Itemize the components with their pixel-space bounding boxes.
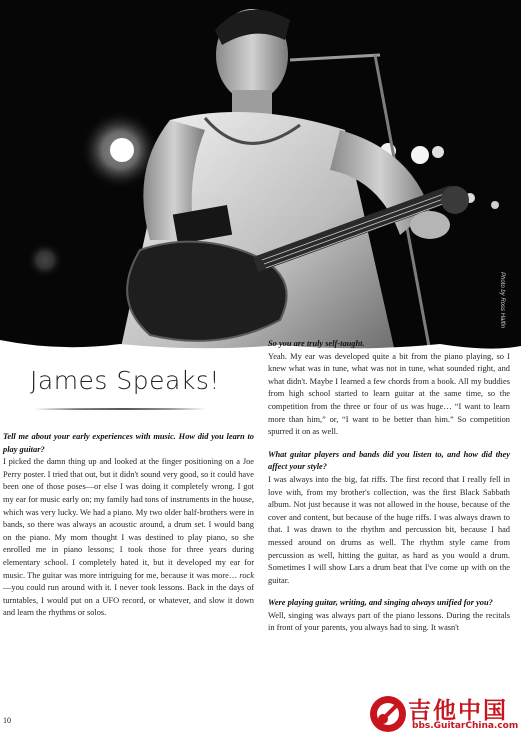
performer-illustration (0, 0, 521, 352)
answer-emphasis: rock (239, 570, 254, 580)
page-number: 10 (3, 716, 11, 725)
question-self-taught: So you are truly self-taught. (268, 339, 365, 348)
answer-text: —you could run around with it. I never took lessons. Back in the days of turntables, I would put on a UFO record, or whatever, and slow it down and learn the rhythms or solos. (3, 583, 254, 618)
answer-influences: I was always into the big, fat riffs. The first record that I really fell in love with, from my brother's collection, was the first Black Sabbath album. Not just because it was not allowed in the house, because of the cover and content, but because of the huge riffs. I was always drawn to that. I was drawn to the rhythm and percussion bit, because I had messed around on drums as well. The rhythm style came from percussion as well, hitting the guitar, as hard as you would a drum. Sometimes I will show Lars a drum beat that I've come up with on the guitar. (268, 474, 510, 585)
left-column (3, 431, 254, 620)
watermark-chinese: 吉他中国 (408, 698, 508, 724)
answer-unified: Well, singing was always part of the piano lessons. During the recitals in front of your parents, you always had to sing. It wasn't (268, 610, 510, 633)
right-column (268, 338, 510, 635)
question-early-experiences: Tell me about your early experiences with music. How did you learn to play guitar? (3, 432, 254, 454)
answer-early-experiences (3, 456, 254, 620)
site-watermark (368, 692, 518, 736)
heading-underline (34, 407, 206, 411)
watermark-url: bbs.GuitarChina.com (412, 721, 519, 731)
article-heading: James Speaks! (30, 366, 220, 395)
photo-credit: Photo by Ross Halfin (499, 272, 505, 329)
question-influences: What guitar players and bands did you listen to, and how did they affect your style? (268, 449, 510, 472)
answer-self-taught: Yeah. My ear was developed quite a bit from the piano playing, so I knew what was in tune, what was not in tune, what sounded right, and what didn't. Maybe I learned a few chords from a book. All my buddies from high school started to learn guitar at the same time, so the competition from the three or four of us was huge… “I want to learn more than him,” or, “I want to be better than him.” So competition spurred it on as well. (268, 351, 510, 437)
guitar-logo-icon (368, 694, 408, 734)
answer-text: I picked the damn thing up and looked at the finger positioning on a Joe Perry poster. I tried that out, but it didn't sound very good, so it could have been one of those poses—or else I was doing it completely wrong. I got my ear for music early on; my family had tons of instruments in the house, which was very lucky. We had a piano. My two older half-brothers were in bands, so there was always an acoustic around, a drum set. I would bang on the piano. My mom thought I was destined to play piano, so she enrolled me in piano lessons; I took those for three years during elementary school. I completely hated it, but it developed my ear for music. The guitar was more intriguing for me, because it was more… (3, 457, 254, 580)
question-unified: Were playing guitar, writing, and singing always unified for you? (268, 598, 493, 608)
concert-photo (0, 0, 521, 352)
